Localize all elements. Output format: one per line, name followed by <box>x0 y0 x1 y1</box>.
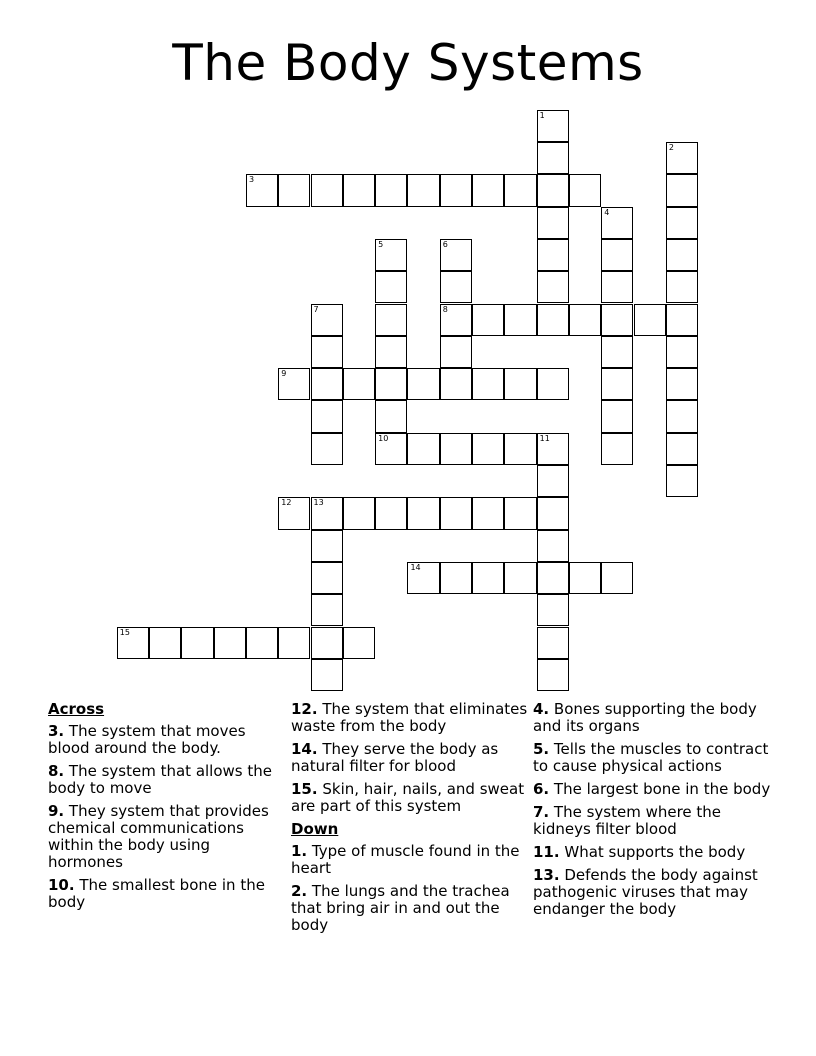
clue-text: They serve the body as natural filter for blood <box>291 740 499 775</box>
grid-cell[interactable] <box>278 368 310 400</box>
grid-cell[interactable] <box>311 530 343 562</box>
clue-number: 15. <box>291 780 318 798</box>
cell-number: 11 <box>539 433 550 443</box>
grid-cell[interactable] <box>246 174 278 206</box>
across-clue-list-continued <box>291 701 529 815</box>
down-clue <box>533 781 771 798</box>
clue-number: 9. <box>48 802 65 820</box>
grid-cell[interactable] <box>440 497 472 529</box>
grid-cell[interactable] <box>472 368 504 400</box>
grid-cell[interactable] <box>343 368 375 400</box>
clues-column-2 <box>291 701 529 940</box>
clue-number: 11. <box>533 843 560 861</box>
grid-cell[interactable] <box>537 368 569 400</box>
grid-cell[interactable] <box>440 174 472 206</box>
grid-cell[interactable] <box>278 497 310 529</box>
grid-cell[interactable] <box>407 562 439 594</box>
grid-cell[interactable] <box>537 174 569 206</box>
grid-cell[interactable] <box>569 174 601 206</box>
down-clue <box>291 883 529 934</box>
grid-cell[interactable] <box>601 400 633 432</box>
down-clue-list <box>291 843 529 934</box>
grid-cell[interactable] <box>117 627 149 659</box>
grid-cell[interactable] <box>311 336 343 368</box>
grid-cell[interactable] <box>311 368 343 400</box>
grid-cell[interactable] <box>504 497 536 529</box>
clue-number: 5. <box>533 740 550 758</box>
grid-cell[interactable] <box>569 304 601 336</box>
grid-cell[interactable] <box>375 497 407 529</box>
grid-cell[interactable] <box>407 368 439 400</box>
grid-cell[interactable] <box>311 562 343 594</box>
grid-cell[interactable] <box>666 174 698 206</box>
cell-number: 10 <box>378 433 389 443</box>
grid-cell[interactable] <box>666 239 698 271</box>
cell-number: 13 <box>313 498 324 508</box>
grid-cell[interactable] <box>666 271 698 303</box>
grid-cell[interactable] <box>537 562 569 594</box>
grid-cell[interactable] <box>311 594 343 626</box>
grid-cell[interactable] <box>343 174 375 206</box>
grid-cell[interactable] <box>537 433 569 465</box>
cell-number: 12 <box>281 498 292 508</box>
clue-number: 10. <box>48 876 75 894</box>
clue-text: The system that eliminates waste from the body <box>291 700 528 735</box>
grid-cell[interactable] <box>311 304 343 336</box>
grid-cell[interactable] <box>537 594 569 626</box>
grid-cell[interactable] <box>472 562 504 594</box>
grid-cell[interactable] <box>601 336 633 368</box>
across-clue <box>48 803 286 871</box>
grid-cell[interactable] <box>601 368 633 400</box>
grid-cell[interactable] <box>569 562 601 594</box>
grid-cell[interactable] <box>504 433 536 465</box>
clue-text: What supports the body <box>564 843 746 861</box>
grid-cell[interactable] <box>343 627 375 659</box>
grid-cell[interactable] <box>375 271 407 303</box>
grid-cell[interactable] <box>537 304 569 336</box>
clue-text: The system that moves blood around the body. <box>48 722 246 757</box>
clues-column-3 <box>533 701 771 924</box>
clue-number: 3. <box>48 722 65 740</box>
grid-cell[interactable] <box>504 562 536 594</box>
grid-cell[interactable] <box>375 239 407 271</box>
clue-text: Type of muscle found in the heart <box>291 842 520 877</box>
grid-cell[interactable] <box>375 400 407 432</box>
grid-cell[interactable] <box>666 400 698 432</box>
grid-cell[interactable] <box>440 271 472 303</box>
clue-number: 4. <box>533 700 550 718</box>
grid-cell[interactable] <box>149 627 181 659</box>
grid-cell[interactable] <box>440 562 472 594</box>
grid-cell[interactable] <box>246 627 278 659</box>
down-clue <box>533 741 771 775</box>
grid-cell[interactable] <box>537 207 569 239</box>
clue-text: The system that allows the body to move <box>48 762 272 797</box>
cell-number: 7 <box>313 304 319 314</box>
clue-text: They system that provides chemical communications within the body using hormones <box>48 802 269 871</box>
grid-cell[interactable] <box>311 497 343 529</box>
grid-cell[interactable] <box>472 497 504 529</box>
clue-number: 14. <box>291 740 318 758</box>
down-clue <box>533 867 771 918</box>
clue-text: The smallest bone in the body <box>48 876 265 911</box>
grid-cell[interactable] <box>666 142 698 174</box>
grid-cell[interactable] <box>601 562 633 594</box>
grid-cell[interactable] <box>601 433 633 465</box>
across-clue <box>48 763 286 797</box>
cell-number: 1 <box>539 110 545 120</box>
across-clue-list <box>48 723 286 911</box>
cell-number: 2 <box>668 143 674 153</box>
grid-cell[interactable] <box>537 627 569 659</box>
cell-number: 15 <box>119 627 130 637</box>
across-clue <box>291 741 529 775</box>
grid-cell[interactable] <box>278 627 310 659</box>
clue-text: Bones supporting the body and its organs <box>533 700 757 735</box>
grid-cell[interactable] <box>666 336 698 368</box>
grid-cell[interactable] <box>601 304 633 336</box>
grid-cell[interactable] <box>311 659 343 691</box>
clue-number: 7. <box>533 803 550 821</box>
grid-cell[interactable] <box>537 142 569 174</box>
grid-cell[interactable] <box>181 627 213 659</box>
grid-cell[interactable] <box>407 433 439 465</box>
clue-text: Skin, hair, nails, and sweat are part of this system <box>291 780 525 815</box>
grid-cell[interactable] <box>407 174 439 206</box>
grid-cell[interactable] <box>537 530 569 562</box>
grid-cell[interactable] <box>666 433 698 465</box>
grid-cell[interactable] <box>343 497 375 529</box>
grid-cell[interactable] <box>666 465 698 497</box>
clue-number: 2. <box>291 882 308 900</box>
clues-column-1 <box>48 701 286 917</box>
cell-number: 5 <box>378 239 384 249</box>
grid-cell[interactable] <box>311 400 343 432</box>
clue-text: The largest bone in the body <box>553 780 771 798</box>
down-clue <box>291 843 529 877</box>
across-clue <box>48 723 286 757</box>
clue-number: 6. <box>533 780 550 798</box>
grid-cell[interactable] <box>278 174 310 206</box>
grid-cell[interactable] <box>375 336 407 368</box>
grid-cell[interactable] <box>666 304 698 336</box>
clue-number: 12. <box>291 700 318 718</box>
grid-cell[interactable] <box>375 174 407 206</box>
down-clue <box>533 804 771 838</box>
down-clue-list-continued <box>533 701 771 918</box>
grid-cell[interactable] <box>472 433 504 465</box>
across-heading: Across <box>48 700 105 718</box>
clue-text: Tells the muscles to contract to cause physical actions <box>533 740 769 775</box>
cell-number: 8 <box>442 304 448 314</box>
cell-number: 9 <box>281 369 287 379</box>
cell-number: 4 <box>604 207 610 217</box>
grid-cell[interactable] <box>537 239 569 271</box>
across-clue <box>291 781 529 815</box>
grid-cell[interactable] <box>666 207 698 239</box>
grid-cell[interactable] <box>601 207 633 239</box>
clue-number: 1. <box>291 842 308 860</box>
clue-text: The lungs and the trachea that bring air in and out the body <box>291 882 510 934</box>
down-heading: Down <box>291 820 339 838</box>
cell-number: 3 <box>248 175 255 185</box>
grid-cell[interactable] <box>440 239 472 271</box>
puzzle-title: The Body Systems <box>172 34 644 92</box>
grid-cell[interactable] <box>407 497 439 529</box>
clue-text: Defends the body against pathogenic viruses that may endanger the body <box>533 866 758 918</box>
clue-number: 13. <box>533 866 560 884</box>
grid-cell[interactable] <box>440 336 472 368</box>
grid-cell[interactable] <box>537 465 569 497</box>
grid-cell[interactable] <box>440 433 472 465</box>
grid-cell[interactable] <box>440 368 472 400</box>
grid-cell[interactable] <box>311 174 343 206</box>
grid-cell[interactable] <box>666 368 698 400</box>
across-clue <box>48 877 286 911</box>
cell-number: 14 <box>410 562 421 572</box>
grid-cell[interactable] <box>504 368 536 400</box>
clue-text: The system where the kidneys filter blood <box>533 803 722 838</box>
grid-cell[interactable] <box>537 271 569 303</box>
grid-cell[interactable] <box>375 304 407 336</box>
grid-cell[interactable] <box>311 433 343 465</box>
grid-cell[interactable] <box>375 368 407 400</box>
grid-cell[interactable] <box>311 627 343 659</box>
grid-cell[interactable] <box>375 433 407 465</box>
grid-cell[interactable] <box>537 110 569 142</box>
grid-cell[interactable] <box>214 627 246 659</box>
grid-cell[interactable] <box>601 271 633 303</box>
down-clue <box>533 844 771 861</box>
grid-cell[interactable] <box>537 497 569 529</box>
grid-cell[interactable] <box>601 239 633 271</box>
cell-number: 6 <box>442 239 448 249</box>
clue-number: 8. <box>48 762 65 780</box>
grid-cell[interactable] <box>537 659 569 691</box>
grid-cell[interactable] <box>440 304 472 336</box>
across-clue <box>291 701 529 735</box>
grid-cell[interactable] <box>504 174 536 206</box>
grid-cell[interactable] <box>472 304 504 336</box>
down-clue <box>533 701 771 735</box>
grid-cell[interactable] <box>472 174 504 206</box>
grid-cell[interactable] <box>634 304 666 336</box>
grid-cell[interactable] <box>504 304 536 336</box>
